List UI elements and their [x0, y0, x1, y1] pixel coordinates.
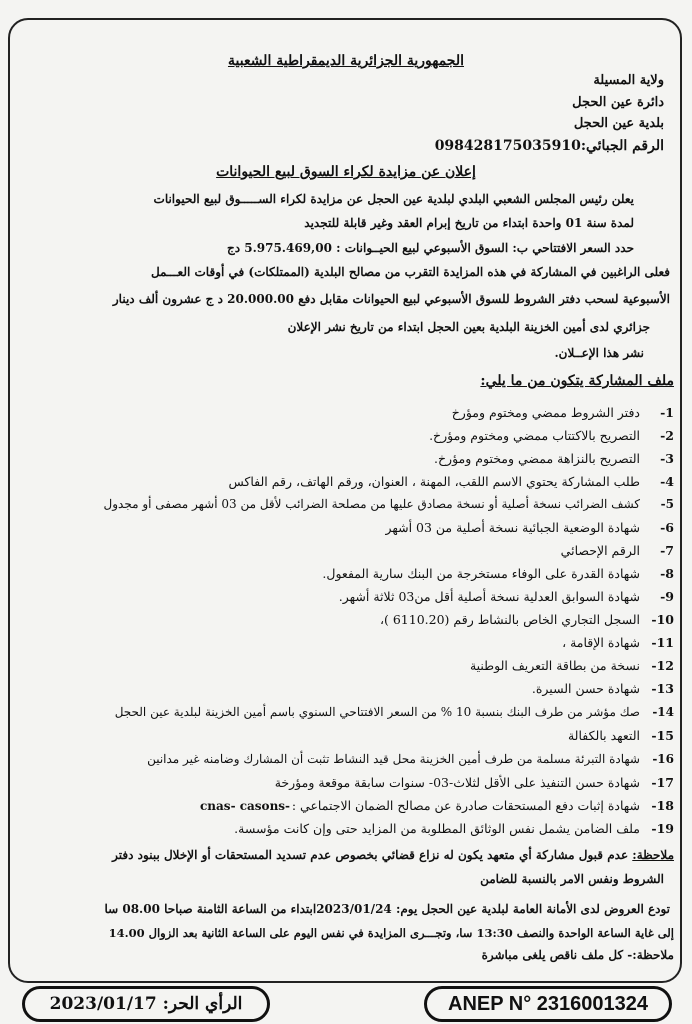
anep-number: ANEP N° 2316001324	[424, 986, 672, 1022]
opening-price: حدد السعر الافتتاحي ب: السوق الأسبوعي لبيع الحيــوانات : 5.975.469,00 دج	[226, 241, 634, 255]
list-item: 5-كشف الضرائب نسخة أصلية أو نسخة مصادق عليها من مصلحة الضرائب لأقل من 03 أشهر مصفى أو مجدول	[103, 497, 674, 511]
announcement-p4: فعلى الراغبين في المشاركة في هذه المزايدة التقرب من مصالح البلدية (الممتلكات) في أوقات العـــمل	[150, 265, 670, 279]
list-item: 9-شهادة السوابق العدلية نسخة أصلية أقل من03 ثلاثة أشهر.	[338, 589, 674, 604]
deposit-line-2: إلى غاية الساعة الواحدة والنصف 13:30 سا، وتجـــرى المزايدة في نفس اليوم على الساعة الثانية بعد الزوال 14.00	[108, 926, 674, 940]
item18-cnas: cnas- casons-	[200, 799, 291, 813]
newspaper-date: الرأي الحر: 2023/01/17	[22, 986, 270, 1022]
list-item: 2-التصريح بالاكتتاب ممضي ومختوم ومؤرخ.	[429, 428, 674, 443]
tax-id: الرقم الجبائي:098428175035910	[434, 138, 664, 154]
note-text: عدم قبول مشاركة أي متعهد يكون له نزاع قضائي بخصوص عدم تسديد المستحقات أو الإخلال ببنود دفتر	[112, 848, 633, 862]
list-item: 17-شهادة حسن التنفيذ على الأقل لثلاث-03- سنوات سابقة موقعة ومؤرخة	[274, 775, 674, 790]
list-item: 8-شهادة القدرة على الوفاء مستخرجة من البنك سارية المفعول.	[322, 566, 674, 581]
list-item: 1-دفتر الشروط ممضي ومختوم ومؤرخ	[451, 405, 674, 420]
file-heading: ملف المشاركة يتكون من ما يلي:	[480, 373, 674, 389]
note-text-2: الشروط ونفس الامر بالنسبة للضامن	[480, 872, 664, 886]
announcement-p7: نشر هذا الإعــلان.	[554, 346, 644, 360]
announcement-p2: لمدة سنة 01 واحدة ابتداء من تاريخ إبرام العقد وغير قابلة للتجديد	[304, 216, 634, 230]
commune-line: بلدية عين الحجل	[573, 116, 664, 131]
list-item: 16-شهادة التبرئة مسلمة من طرف أمين الخزينة محل قيد النشاط تثبت أن المشارك وضامنه غير مدانين	[147, 752, 674, 766]
deposit-line-1: تودع العروض لدى الأمانة العامة لبلدية عين الحجل يوم: 2023/01/24ابتداء من الساعة الثامنة صباحا 08.00 سا	[104, 902, 670, 916]
daira-line: دائرة عين الحجل	[572, 95, 664, 110]
list-item: 19-ملف الضامن يشمل نفس الوثائق المطلوبة من المزايد حتى وإن كانت مؤسسة.	[234, 821, 674, 836]
announcement-p1: يعلن رئيس المجلس الشعبي البلدي لبلدية عين الحجل عن مزايدة لكراء الســـــوق لبيع الحيوانات	[153, 192, 634, 206]
list-item: 12-نسخة من بطاقة التعريف الوطنية	[469, 658, 674, 673]
list-item: 14-صك مؤشر من طرف البنك بنسبة 10 % من السعر الافتتاحي السنوي باسم أمين الخزينة لبلدية عين الحجل	[114, 705, 674, 719]
note-incomplete: ملاحظة:- كل ملف ناقص يلغى مباشرة	[481, 948, 674, 962]
list-item: 7-الرقم الإحصائي	[560, 543, 674, 558]
announcement-title: إعلان عن مزايدة لكراء السوق لبيع الحيوانات	[216, 164, 476, 180]
note-label: ملاحظة:	[632, 848, 674, 862]
list-item: 11-شهادة الإقامة ،	[562, 635, 674, 650]
announcement-p5: الأسبوعية لسحب دفتر الشروط للسوق الأسبوعي لبيع الحيوانات مقابل دفع 20.000.00 د ج عشرون ألف دينار	[112, 292, 670, 306]
list-item: 15-التعهد بالكفالة	[567, 728, 674, 743]
list-item: 3-التصريح بالنزاهة ممضي ومختوم ومؤرخ.	[434, 451, 674, 466]
list-item: 13-شهادة حسن السيرة.	[531, 681, 674, 696]
wilaya-line: ولاية المسيلة	[593, 73, 664, 88]
list-item: 10-السجل التجاري الخاص بالنشاط رقم (6110.20 )،	[379, 612, 674, 627]
announcement-p6: جزائري لدى أمين الخزينة البلدية بعين الحجل ابتداء من تاريخ نشر الإعلان	[287, 320, 650, 334]
republic-header: الجمهورية الجزائرية الديمقراطية الشعبية	[227, 53, 464, 69]
list-item: 6-شهادة الوضعية الجبائية نسخة أصلية من 03 أشهر	[385, 520, 674, 535]
list-item: 18-شهادة إثبات دفع المستحقات صادرة عن مصالح الضمان الاجتماعي :	[291, 798, 674, 813]
note-line	[112, 848, 674, 862]
list-item: 4-طلب المشاركة يحتوي الاسم اللقب، المهنة ، العنوان، ورقم الهاتف، رقم الفاكس	[228, 474, 674, 489]
